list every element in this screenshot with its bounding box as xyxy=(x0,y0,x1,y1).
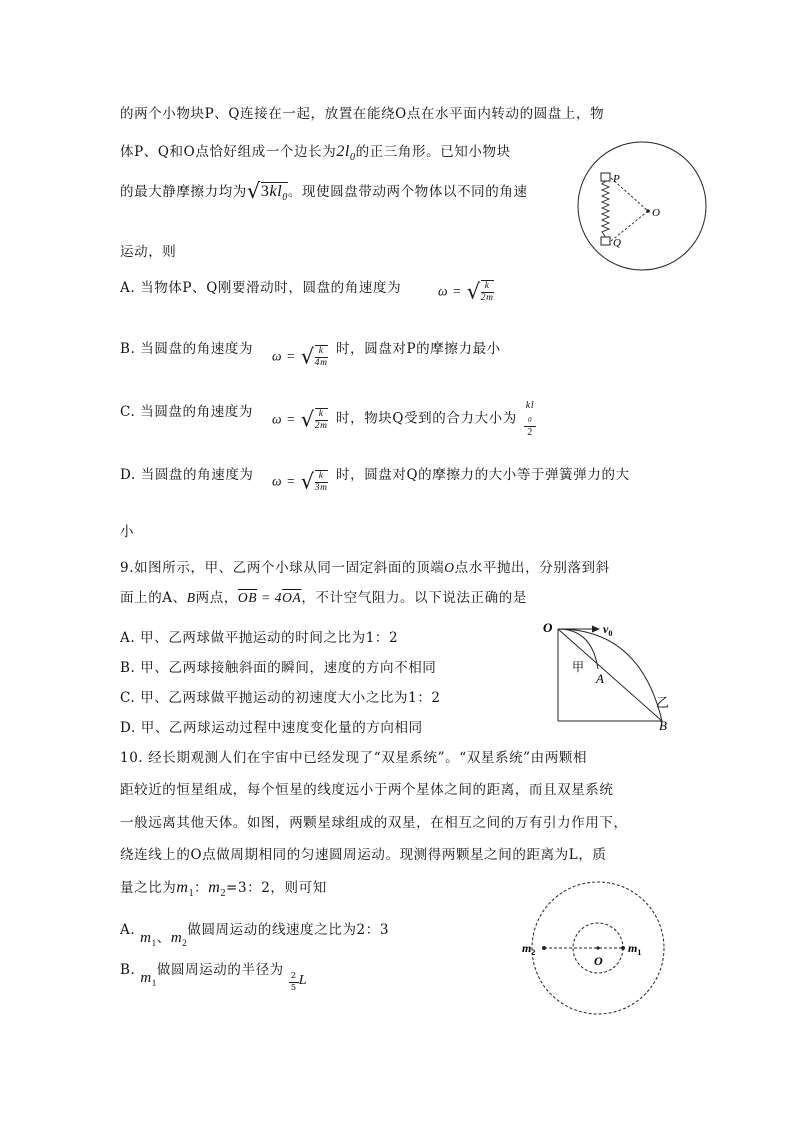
q10-line4: 绕连线上的O点做周期相同的匀速圆周运动。现测得两颗星之间的距离为L，质 xyxy=(120,847,607,863)
label-o: O xyxy=(594,954,603,968)
q8-option-b-tail: 时，圆盘对P的摩擦力最小 xyxy=(336,341,501,357)
q9-option-c: C. 甲、乙两球做平抛运动的初速度大小之比为1：2 xyxy=(120,690,441,706)
q8-option-b-formula: ω = √ $\frac{k}{4m}$ xyxy=(272,344,328,369)
label-m2: $m_2$ xyxy=(522,941,536,957)
q8-line4: 运动，则 xyxy=(120,244,177,260)
q10-line1: 10. 经长期观测人们在宇宙中已经发现了“双星系统”。“双星系统”由两颗相 xyxy=(120,750,588,766)
q8-option-d-formula: ω = √ $\frac{k}{3m}$ xyxy=(272,469,328,494)
q8-option-d-tail: 时，圆盘对Q的摩擦力的大小等于弹簧弹力的大 xyxy=(336,467,630,483)
label-v0: $v_0$ xyxy=(603,622,613,638)
q8-option-a-formula: ω = √ $\frac{k}{2m}$ xyxy=(438,279,494,304)
incline-slope xyxy=(558,629,662,721)
q8-line2-text: 体P、Q和O点恰好组成一个边长为 xyxy=(120,144,337,160)
label-m1: $m_1$ xyxy=(628,941,642,957)
q8-option-b-text: B. 当圆盘的角速度为 xyxy=(120,341,254,357)
q9-option-b: B. 甲、乙两球接触斜面的瞬间，速度的方向不相同 xyxy=(120,660,437,676)
block-q xyxy=(601,237,610,245)
label-b: B xyxy=(659,718,667,733)
label-p: P xyxy=(613,173,620,185)
q9-option-a: A. 甲、乙两球做平抛运动的时间之比为1：2 xyxy=(120,630,399,646)
center-o xyxy=(596,946,599,949)
q10-option-b: B. $m_1$做圆周运动的半径为 $\frac{2}{5}$ L xyxy=(120,962,308,993)
q8-option-b xyxy=(120,337,253,357)
label-yi: 乙 xyxy=(656,695,670,710)
q9-line1: 9.如图所示，甲、乙两个小球从同一固定斜面的顶端O点水平抛出，分别落到斜 xyxy=(120,560,610,576)
q9-option-d: D. 甲、乙两球运动过程中速度变化量的方向相同 xyxy=(120,720,423,736)
q8-line3-text: 的最大静摩擦力均为 xyxy=(120,184,247,200)
velocity-arrowhead xyxy=(592,626,600,633)
q8-side-length: $2l_0$ xyxy=(336,143,356,164)
center-o xyxy=(646,209,650,213)
label-jia: 甲 xyxy=(572,660,585,674)
q8-option-d-cont: 小 xyxy=(120,524,135,540)
q8-option-c-force: kl $_0$ 2 xyxy=(525,400,535,438)
q8-option-c-text: C. 当圆盘的角速度为 xyxy=(120,404,254,420)
q8-option-a xyxy=(120,276,401,296)
star-m2 xyxy=(542,946,546,950)
q8-line3-tail: 。现使圆盘带动两个物体以不同的角速 xyxy=(287,184,528,200)
q8-line2-tail: 的正三角形。已知小物块 xyxy=(355,144,511,160)
q10-line5: 量之比为$m_1$：$m_2=3$：2，则可知 xyxy=(120,879,327,900)
q10-line2: 距较近的恒星组成，每个恒星的线度远小于两个星体之间的距离，而且双星系统 xyxy=(120,782,614,798)
q8-line2 xyxy=(120,140,511,163)
q8-line3 xyxy=(120,180,528,203)
q8-max-friction: $√3kl_0$ xyxy=(246,179,288,204)
block-p xyxy=(601,173,610,181)
star-m1 xyxy=(621,946,625,950)
q8-disk-figure xyxy=(582,140,702,270)
q10-option-a: A. $m_1$、$m_2$做圆周运动的线速度之比为2：3 xyxy=(120,922,390,948)
q8-option-d-text: D. 当圆盘的角速度为 xyxy=(120,467,254,483)
q8-option-d xyxy=(120,463,254,483)
q8-line1: 的两个小物块P、Q连接在一起，放置在能绕O点在水平面内转动的圆盘上，物 xyxy=(120,106,605,122)
q9-incline-figure xyxy=(540,615,690,733)
spring xyxy=(602,181,609,237)
label-o: O xyxy=(543,620,553,635)
label-a: A xyxy=(596,671,604,686)
label-q: Q xyxy=(613,237,621,249)
q10-line3: 一般远离其他天体。如图，两颗星球组成的双星，在相互之间的万有引力作用下， xyxy=(120,815,628,831)
label-o: O xyxy=(652,207,660,219)
q8-option-a-text: A. 当物体P、Q刚要滑动时，圆盘的角速度为 xyxy=(120,280,402,296)
q8-option-c-tail: 时，物块Q受到的合力大小为 kl $_0$ 2 xyxy=(336,400,535,438)
q9-line2: 面上的A、B两点，$\overline{OB} = 4\overline{OA}$，不计空气阻力。以下说法正确的是 xyxy=(120,590,527,606)
q8-option-c xyxy=(120,400,253,420)
q10-binary-star-figure xyxy=(522,878,668,1018)
q8-option-c-formula: ω = √ $\frac{k}{2m}$ xyxy=(272,407,328,432)
